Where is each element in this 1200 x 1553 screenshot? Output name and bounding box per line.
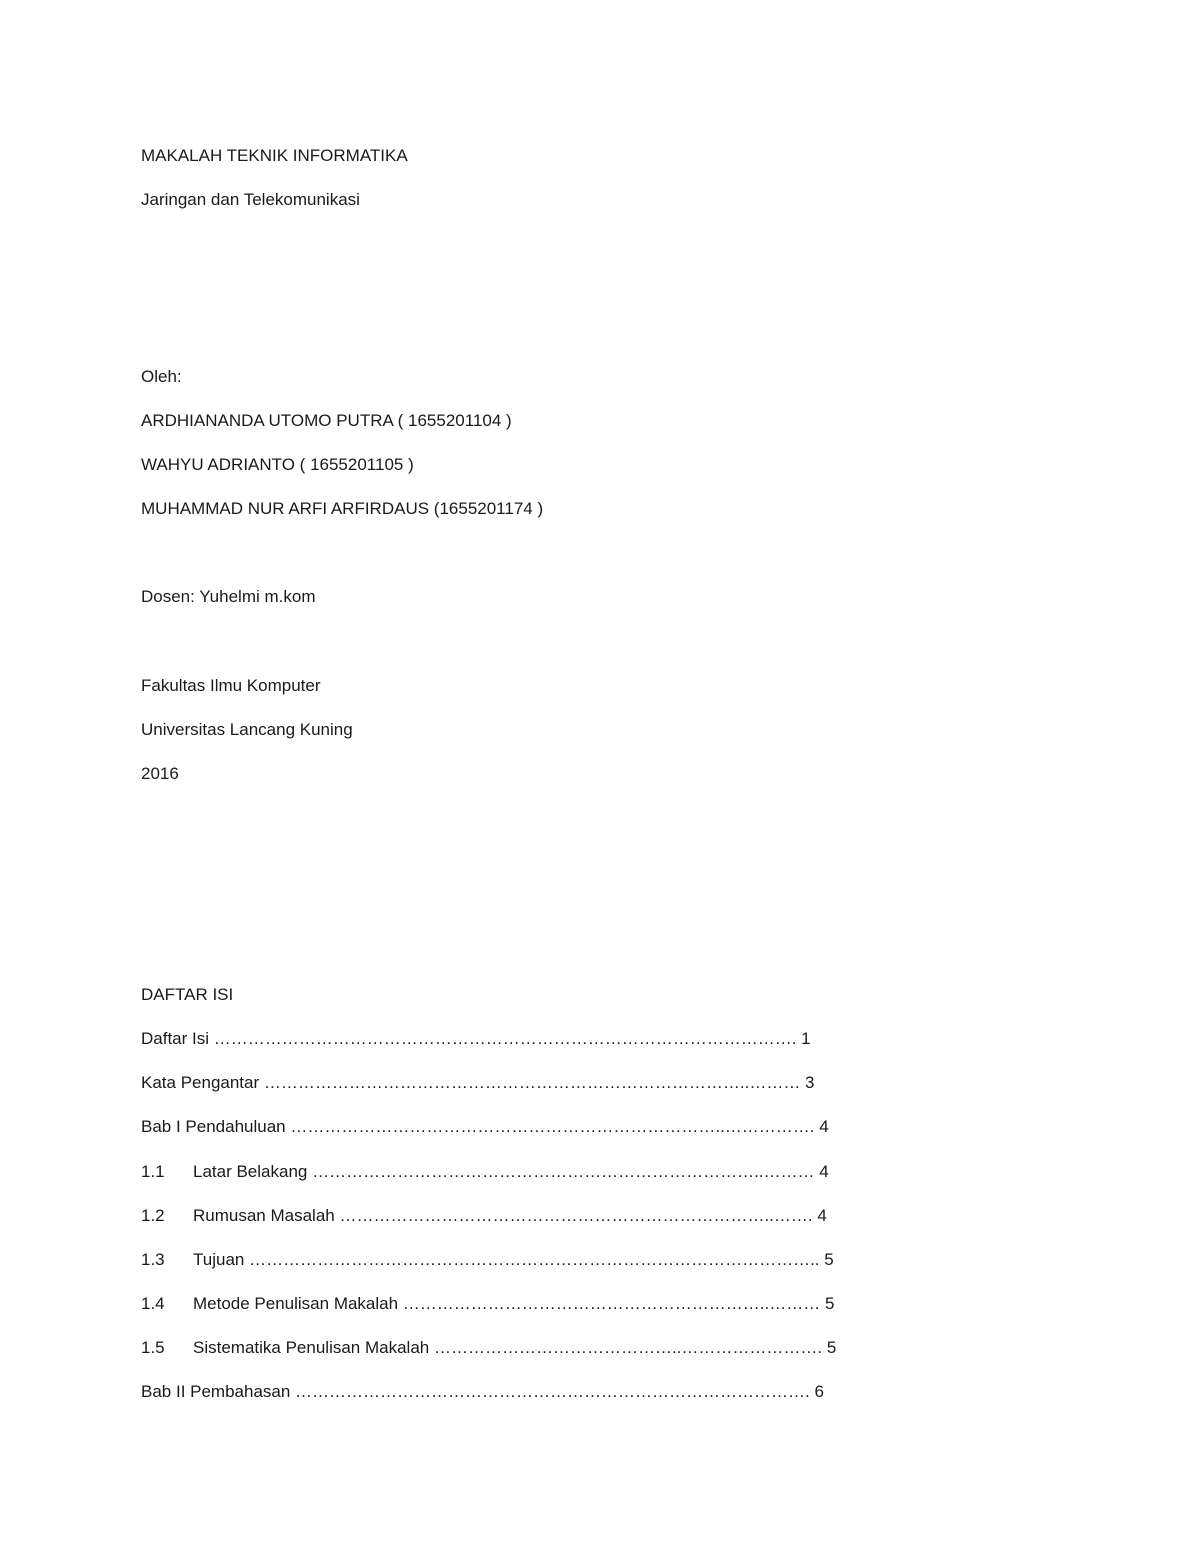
toc-entry	[141, 1206, 827, 1226]
toc-entry-number: 1.5	[141, 1338, 165, 1357]
document-title: MAKALAH TEKNIK INFORMATIKA	[141, 146, 408, 165]
authors-label: Oleh:	[141, 367, 182, 386]
toc-entry-text: Metode Penulisan Makalah ………………………………………………………..……… 5	[193, 1294, 835, 1313]
toc-entry-text: Bab I Pendahuluan …………………………………………………………………..……………. 4	[141, 1117, 829, 1136]
toc-entry-text: Daftar Isi …………………………………………………………………………………………. 1	[141, 1029, 811, 1048]
toc-entry-number: 1.2	[141, 1206, 165, 1225]
toc-entry	[141, 1162, 829, 1182]
toc-entry	[141, 1382, 824, 1402]
toc-entry	[141, 1117, 829, 1137]
document-subtitle: Jaringan dan Telekomunikasi	[141, 190, 360, 209]
toc-entry	[141, 1338, 836, 1358]
toc-entry	[141, 1250, 834, 1270]
lecturer-line: Dosen: Yuhelmi m.kom	[141, 587, 316, 606]
toc-entry	[141, 1073, 815, 1093]
toc-entry-text: Sistematika Penulisan Makalah ……………………………………..……………………. 5	[193, 1338, 837, 1357]
author-name: WAHYU ADRIANTO ( 1655201105 )	[141, 455, 414, 474]
year-line: 2016	[141, 764, 179, 783]
toc-entry-text: Bab II Pembahasan ………………………………………………………………………………. 6	[141, 1382, 824, 1401]
author-name: ARDHIANANDA UTOMO PUTRA ( 1655201104 )	[141, 411, 512, 430]
toc-entry	[141, 1294, 834, 1314]
toc-entry-number: 1.1	[141, 1162, 165, 1181]
toc-heading: DAFTAR ISI	[141, 985, 234, 1004]
toc-entry-number: 1.4	[141, 1294, 165, 1313]
toc-entry-text: Rumusan Masalah …………………………………………………………………..……. 4	[193, 1206, 827, 1225]
toc-entry-text: Kata Pengantar …………………………………………………………………………..……… 3	[141, 1073, 815, 1092]
university-line: Universitas Lancang Kuning	[141, 720, 353, 739]
toc-entry-text: Tujuan ……………………………………………………………………………………….. 5	[193, 1250, 834, 1269]
toc-entry	[141, 1029, 811, 1049]
toc-entry-text: Latar Belakang ……………………………………………………………………..……… 4	[193, 1162, 829, 1181]
author-name: MUHAMMAD NUR ARFI ARFIRDAUS (1655201174 )	[141, 499, 544, 518]
toc-entry-number: 1.3	[141, 1250, 165, 1269]
faculty-line: Fakultas Ilmu Komputer	[141, 676, 321, 695]
